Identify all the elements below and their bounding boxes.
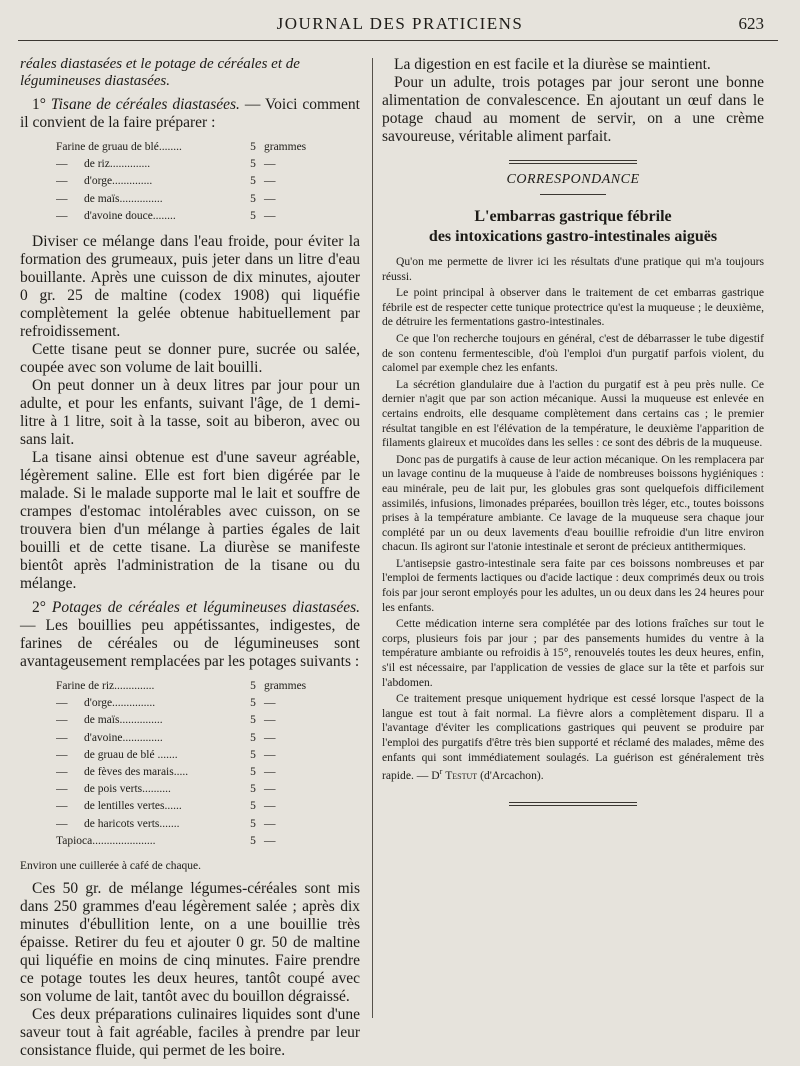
article-title-line-2: des intoxications gastro-intestinales aiguës bbox=[428, 228, 718, 245]
ditto-dash: — bbox=[56, 817, 68, 830]
section-1-number: 1° bbox=[32, 96, 51, 113]
article-paragraph: Ce que l'on recherche toujours en général, c'est de débarrasser le tube digestif de son contenu fermentescible, d'où l'emploi d'un purgatif parfois violent, du calomel par exemple chez les enfants. bbox=[382, 331, 764, 375]
ingredient-quantity: 5 bbox=[250, 817, 256, 830]
article-title-line-1: L'embarras gastrique fébrile bbox=[474, 208, 672, 225]
journal-title: JOURNAL DES PRATICIENS bbox=[276, 14, 524, 33]
ingredient-quantity: 5 bbox=[250, 680, 256, 693]
ingredient-name bbox=[56, 833, 246, 850]
article-paragraph: Le point principal à observer dans le traitement de cet embarras gastrique fébrile est de respecter cette tunique protectrice qu'est la muqueuse ; le deuxième, de détruire les fermentations gastro-intestinales. bbox=[382, 286, 764, 329]
ingredient-quantity: 5 bbox=[250, 714, 256, 727]
recipe-row bbox=[56, 764, 360, 781]
section-2-title: Potages de céréales et légumineuses diastasées. bbox=[51, 599, 360, 617]
page-number: 623 bbox=[738, 14, 764, 33]
ingredient-quantity: 5 bbox=[250, 192, 256, 205]
ingredient-label: de lentilles vertes...... bbox=[84, 800, 182, 813]
intro-fragment: réales diastasées et le potage de céréales et de légumineuses diastasées. bbox=[20, 56, 300, 89]
end-rule bbox=[509, 802, 637, 806]
article-paragraph: Donc pas de purgatifs à cause de leur action mécanique. On les remplacera par un lavage continu de la muqueuse à l'aide de nombreuses boissons hygiéniques : eau minérale, peu de lait pur, les globules gras sont quelquefois difficilement assimilés, infusions, limonades préparées, bouillon très léger, etc., toutes boissons prises à la température ambiante. Ce lavage de la muqueuse sera chaque jour complété par un ou deux lavements d'eau bouillie refroidie d'un litre environ chacun. Ils agiront sur l'atonie intestinale et seront de précieux antithermiques. bbox=[382, 452, 764, 554]
ingredient-name bbox=[56, 191, 246, 208]
ditto-dash: — bbox=[56, 697, 68, 710]
ingredient-unit: — bbox=[264, 748, 276, 761]
ingredient-unit: — bbox=[264, 192, 276, 205]
left-column bbox=[20, 56, 360, 1060]
ingredient-label: d'orge.............. bbox=[84, 175, 153, 188]
section-2-heading bbox=[20, 599, 360, 671]
body-paragraph: La digestion en est facile et la diurèse se maintient. bbox=[394, 56, 711, 73]
section-rule bbox=[509, 160, 637, 164]
heading-rule bbox=[540, 194, 606, 195]
ditto-dash: — bbox=[56, 800, 68, 813]
ditto-dash: — bbox=[56, 158, 68, 171]
article-last-paragraph bbox=[382, 692, 764, 783]
recipe-row bbox=[56, 730, 360, 747]
ingredient-quantity: 5 bbox=[250, 783, 256, 796]
ingredient-unit: — bbox=[264, 714, 276, 727]
ingredient-name bbox=[56, 173, 246, 190]
ingredient-label: d'orge............... bbox=[84, 697, 156, 710]
ingredient-label: Farine de riz.............. bbox=[56, 680, 155, 693]
ingredient-label: de maïs............... bbox=[84, 714, 163, 727]
recipe-row bbox=[56, 798, 360, 815]
ingredient-name bbox=[56, 712, 246, 729]
body-paragraph: Cette tisane peut se donner pure, sucrée ou salée, coupée avec son volume de lait bouilli. bbox=[20, 341, 360, 377]
recipe-table-1 bbox=[56, 139, 360, 225]
ingredient-name bbox=[56, 678, 246, 695]
ingredient-name bbox=[56, 798, 246, 815]
recipe-row bbox=[56, 208, 360, 225]
ingredient-unit: grammes bbox=[264, 680, 307, 693]
section-1-heading bbox=[20, 96, 360, 132]
signature-place: (d'Arcachon). bbox=[477, 769, 544, 783]
ingredient-name bbox=[56, 764, 246, 781]
recipe-row bbox=[56, 833, 360, 850]
ditto-dash: — bbox=[56, 766, 68, 779]
ingredient-name bbox=[56, 156, 246, 173]
ingredient-unit: — bbox=[264, 834, 276, 847]
ingredient-quantity: 5 bbox=[250, 141, 256, 153]
body-paragraph: Pour un adulte, trois potages par jour seront une bonne alimentation de convalescence. En ajoutant un œuf dans le potage chaud au moment de servir, on a une crème savoureuse, véritable aliment parfait. bbox=[382, 74, 764, 145]
ingredient-quantity: 5 bbox=[250, 158, 256, 171]
recipe-row bbox=[56, 678, 360, 695]
page-header bbox=[0, 14, 800, 38]
recipe-2-note: Environ une cuillerée à café de chaque. bbox=[20, 860, 202, 873]
ditto-dash: — bbox=[56, 731, 68, 744]
ingredient-label: de riz.............. bbox=[84, 158, 151, 171]
potage-paragraphs bbox=[20, 880, 360, 1060]
recipe-row bbox=[56, 139, 360, 156]
body-paragraph: Diviser ce mélange dans l'eau froide, pour éviter la formation des grumeaux, puis jeter dans un litre d'eau bouillante. Après une cuisson de dix minutes, ajouter 0 gr. 25 de maltine (codex 1908) qui liquéfie complètement la gelée obtenue habituellement par refroidissement. bbox=[20, 233, 360, 341]
article-paragraphs bbox=[382, 255, 764, 690]
article-paragraph: La sécrétion glandulaire due à l'action du purgatif est à peu près nulle. Ce dernier n'agit que par son action mécanique. Aussi la muqueuse est enlevée en certains endroits, elle desquame complètement dans certains cas ; le premier résultat tangible en est l'élévation de la température, le deuxième l'apparition de filaments glaireux et mucoïdes dans les selles : ce sont des débris de la muqueuse. bbox=[382, 377, 764, 450]
ingredient-unit: — bbox=[264, 697, 276, 710]
tisane-paragraphs bbox=[20, 233, 360, 593]
right-column bbox=[382, 56, 764, 806]
article-paragraph: Qu'on me permette de livrer ici les résultats d'une pratique qui m'a toujours réussi. bbox=[382, 255, 764, 283]
ingredient-quantity: 5 bbox=[250, 800, 256, 813]
section-heading: CORRESPONDANCE bbox=[506, 172, 640, 187]
ingredient-label: de gruau de blé ....... bbox=[84, 748, 178, 761]
ingredient-label: de pois verts.......... bbox=[84, 783, 171, 796]
ingredient-name bbox=[56, 747, 246, 764]
ingredient-label: Farine de gruau de blé........ bbox=[56, 141, 182, 153]
ingredient-label: Tapioca...................... bbox=[56, 834, 156, 847]
ingredient-quantity: 5 bbox=[250, 834, 256, 847]
ingredient-name bbox=[56, 695, 246, 712]
section-1-text: — Voici comment il convient de la faire préparer : bbox=[20, 96, 360, 131]
article-paragraph: L'antisepsie gastro-intestinale sera faite par ces boissons nombreuses et par l'emploi de ferments lactiques ou d'acide lactique : deux comprimés deux ou trois fois par jour seront employés pour les adultes, un ou deux dans les 24 heures pour les enfants. bbox=[382, 556, 764, 614]
section-1-title: Tisane de céréales diastasées. bbox=[50, 96, 240, 113]
article-paragraph: Cette médication interne sera complétée par des lotions fraîches sur tout le corps, plusieurs fois par jour ; par des pansements humides du ventre à la température ambiante ou refroidis à 15°, renouvelés toutes les deux heures, enfin, s'il est nécessaire, par l'application de vessies de glace sur la tête et parfois sur l'abdomen. bbox=[382, 617, 764, 689]
recipe-table-2 bbox=[56, 678, 360, 850]
ingredient-quantity: 5 bbox=[250, 697, 256, 710]
ingredient-name bbox=[56, 730, 246, 747]
ingredient-unit: — bbox=[264, 209, 276, 222]
ingredient-quantity: 5 bbox=[250, 766, 256, 779]
recipe-row bbox=[56, 781, 360, 798]
ingredient-unit: — bbox=[264, 731, 276, 744]
ingredient-unit: grammes bbox=[264, 141, 307, 153]
ingredient-label: d'avoine.............. bbox=[84, 731, 163, 744]
ingredient-unit: — bbox=[264, 800, 276, 813]
ingredient-name bbox=[56, 139, 246, 156]
doctor-abbrev: r bbox=[439, 767, 443, 777]
section-2-text: — Les bouillies peu appétissantes, indigestes, de farines de céréales ou de légumineuses sont avantageusement remplacées par les potages suivants : bbox=[20, 617, 360, 671]
column-divider bbox=[372, 58, 373, 1018]
header-rule bbox=[18, 40, 778, 41]
ingredient-quantity: 5 bbox=[250, 209, 256, 222]
ingredient-label: d'avoine douce........ bbox=[84, 209, 176, 222]
last-paragraph-text: Ce traitement presque uniquement hydrique est cessé lorsque l'aspect de la langue est tout à fait normal. La fièvre alors a complètement disparu. Il a l'avantage d'éviter les complications gastriques qui peuvent se produire par l'emploi des purgatifs d'être très bien supporté et réclamé des malades, même des enfants qui sont immédiatement soulagés. La guérison est généralement très rapide. — D bbox=[382, 692, 764, 783]
ditto-dash: — bbox=[56, 192, 68, 205]
body-paragraph: Ces deux préparations culinaires liquides sont d'une saveur tout à fait agréable, faciles à prendre par leur consistance fluide, qui permet de les boire. bbox=[20, 1006, 360, 1060]
recipe-row bbox=[56, 191, 360, 208]
ingredient-label: de maïs............... bbox=[84, 192, 163, 205]
section-2-number: 2° bbox=[32, 599, 52, 617]
ingredient-unit: — bbox=[264, 817, 276, 830]
recipe-row bbox=[56, 173, 360, 190]
article-title bbox=[382, 207, 764, 247]
recipe-row bbox=[56, 695, 360, 712]
ingredient-label: de fèves des marais..... bbox=[84, 766, 189, 779]
recipe-row bbox=[56, 816, 360, 833]
ingredient-quantity: 5 bbox=[250, 748, 256, 761]
ingredient-name bbox=[56, 781, 246, 798]
ingredient-unit: — bbox=[264, 766, 276, 779]
closing-paragraphs bbox=[382, 56, 764, 146]
ditto-dash: — bbox=[56, 209, 68, 222]
ingredient-name bbox=[56, 208, 246, 225]
ditto-dash: — bbox=[56, 783, 68, 796]
ditto-dash: — bbox=[56, 175, 68, 188]
ingredient-unit: — bbox=[264, 158, 276, 171]
signature-name: Testut bbox=[445, 769, 478, 783]
ditto-dash: — bbox=[56, 748, 68, 761]
recipe-row bbox=[56, 712, 360, 729]
ingredient-quantity: 5 bbox=[250, 731, 256, 744]
ditto-dash: — bbox=[56, 714, 68, 727]
ingredient-unit: — bbox=[264, 175, 276, 188]
recipe-row bbox=[56, 156, 360, 173]
body-paragraph: Ces 50 gr. de mélange légumes-céréales sont mis dans 250 grammes d'eau légèrement salée ; après dix minutes d'ébullition lente, on a une bouillie très épaisse. Retirer du feu et ajouter 0 gr. 50 de maltine qui liquéfie en moins de cinq minutes. Faire prendre ce potage toutes les deux heures, tantôt coupé avec son volume de lait, tantôt avec du bouillon dégraissé. bbox=[20, 880, 360, 1006]
body-paragraph: La tisane ainsi obtenue est d'une saveur agréable, légèrement saline. Elle est fort bien digérée par le malade. Si le malade supporte mal le lait et souffre de crampes d'estomac intolérables avec cuisson, on se trouvera bien d'un mélange à parties égales de lait bouilli et de cette tisane. La diurèse se manifeste bientôt après l'administration de la tisane ou du mélange. bbox=[20, 449, 360, 593]
ingredient-unit: — bbox=[264, 783, 276, 796]
ingredient-name bbox=[56, 816, 246, 833]
body-paragraph: On peut donner un à deux litres par jour pour un adulte, et pour les enfants, suivant l'âge, de 1 demi-litre à 1 litre, soit à la tasse, soit au biberon, avec ou sans lait. bbox=[20, 377, 360, 449]
ingredient-label: de haricots verts....... bbox=[84, 817, 180, 830]
recipe-row bbox=[56, 747, 360, 764]
ingredient-quantity: 5 bbox=[250, 175, 256, 188]
